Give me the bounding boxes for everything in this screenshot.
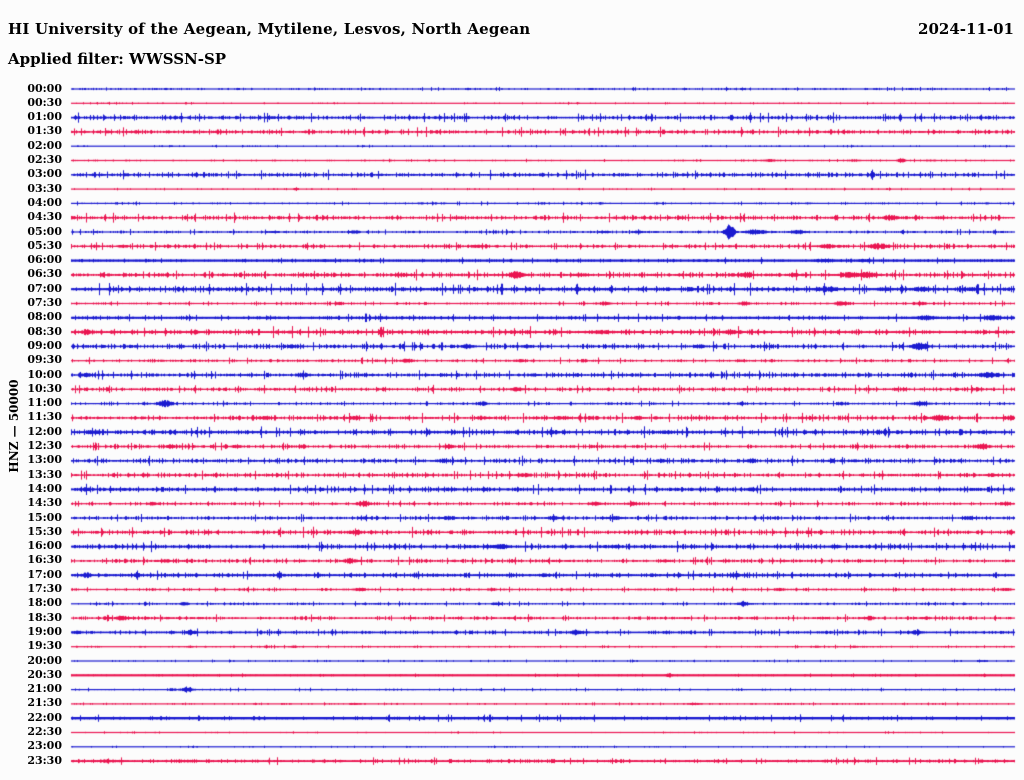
row-time-label: 23:00: [27, 739, 62, 753]
row-time-label: 13:00: [27, 453, 62, 467]
row-time-label: 12:00: [27, 424, 62, 438]
row-time-label: 00:30: [27, 95, 62, 109]
row-time-label: 15:00: [27, 510, 62, 524]
row-time-label: 08:30: [27, 324, 62, 338]
row-time-label: 07:30: [27, 296, 62, 309]
row-time-label: 09:00: [27, 338, 62, 352]
row-time-label: 02:30: [27, 153, 62, 166]
row-time-label: 06:30: [27, 267, 62, 281]
row-time-label: 07:00: [27, 281, 62, 295]
row-time-label: 11:00: [27, 396, 62, 410]
row-time-label: 10:00: [27, 367, 62, 381]
row-time-label: 12:30: [27, 439, 62, 452]
row-time-label: 14:00: [27, 481, 62, 495]
row-time-label: 04:30: [27, 210, 62, 224]
row-time-label: 00:00: [27, 81, 62, 95]
row-time-label: 22:30: [27, 725, 62, 738]
row-time-label: 15:30: [27, 524, 62, 538]
row-time-label: 01:30: [27, 124, 62, 138]
row-time-label: 02:00: [27, 138, 62, 152]
row-time-label: 21:00: [27, 682, 62, 696]
row-time-label: 13:30: [27, 467, 62, 481]
row-time-label: 17:00: [27, 567, 62, 581]
row-time-label: 21:30: [27, 696, 62, 710]
row-time-label: 03:00: [27, 167, 62, 181]
row-time-label: 06:00: [27, 253, 62, 267]
row-time-label: 10:30: [27, 381, 62, 395]
row-time-label: 19:00: [27, 624, 62, 638]
row-time-label: 16:00: [27, 539, 62, 553]
row-time-label: 05:00: [27, 224, 62, 238]
row-time-label: 20:30: [27, 667, 62, 681]
row-time-label: 20:00: [27, 653, 62, 667]
row-time-label: 22:00: [27, 710, 62, 724]
row-time-label: 19:30: [27, 639, 62, 653]
row-time-label: 11:30: [27, 410, 62, 424]
row-time-label: 09:30: [27, 353, 62, 367]
row-time-label: 16:30: [27, 553, 62, 567]
row-time-label: 01:00: [27, 110, 62, 124]
row-time-label: 08:00: [27, 310, 62, 324]
row-time-label: 18:00: [27, 596, 62, 610]
row-time-label: 18:30: [27, 610, 62, 624]
row-time-label: 23:30: [27, 753, 62, 767]
row-time-label: 17:30: [27, 582, 62, 595]
row-time-label: 03:30: [27, 181, 62, 195]
row-time-label: 14:30: [27, 496, 62, 510]
row-time-label: 04:00: [27, 195, 62, 209]
row-time-label: 05:30: [27, 238, 62, 252]
